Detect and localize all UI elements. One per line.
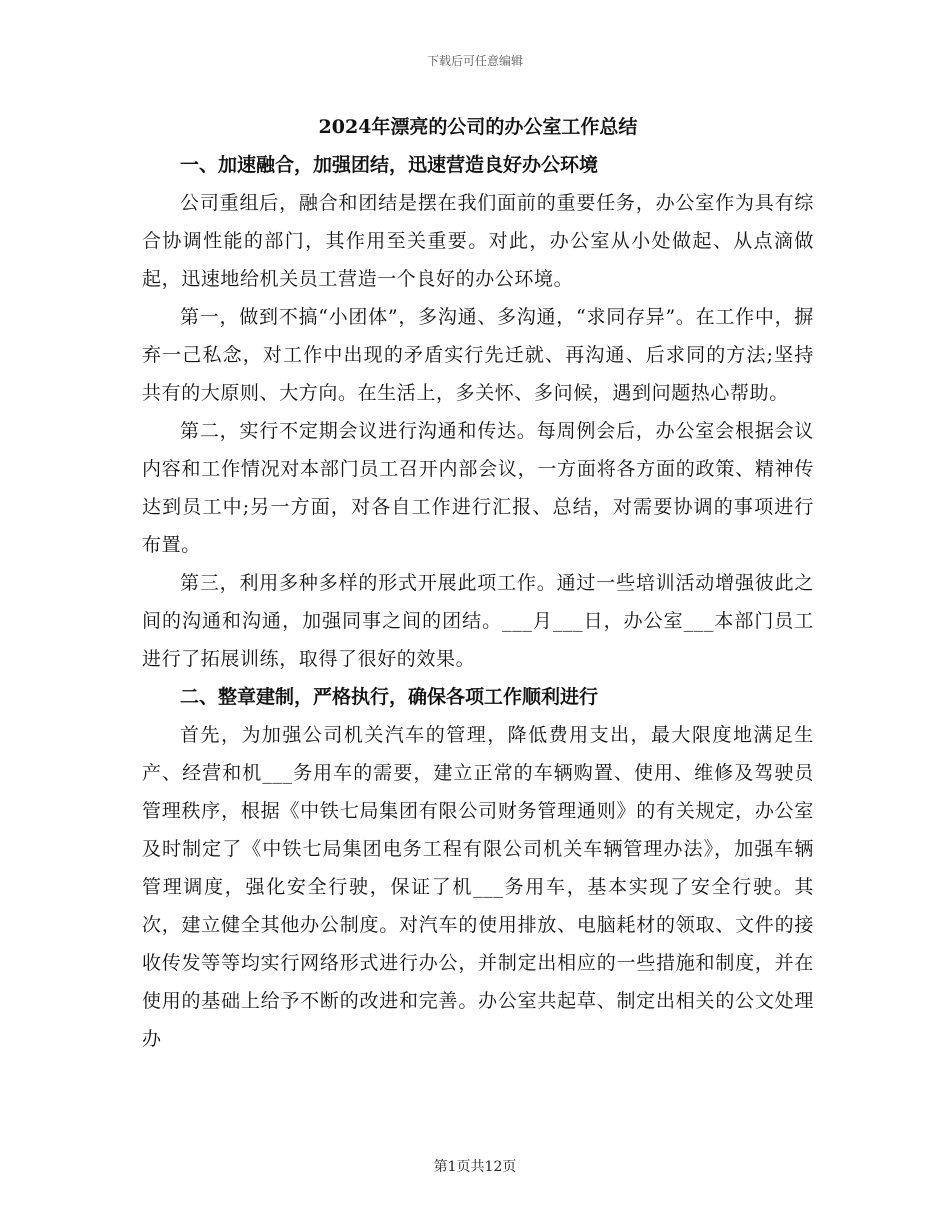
page-header-note: 下载后可任意编辑 [426, 54, 523, 68]
section-heading-1: 一、加速融合，加强团结，迅速营造良好办公环境 [180, 154, 599, 176]
paragraph: 第二，实行不定期会议进行沟通和传达。每周例会后，办公室会根据会议内容和工作情况对本部门员工召开内部会议，一方面将各方面的政策、精神传达到员工中;另一方面，对各自工作进行汇报、总结，对需要协调的事项进行布置。 [142, 420, 814, 556]
section-heading-2: 二、整章建制，严格执行，确保各项工作顺利进行 [180, 686, 599, 708]
paragraph: 公司重组后，融合和团结是摆在我们面前的重要任务，办公室作为具有综合协调性能的部门，其作用至关重要。对此，办公室从小处做起、从点滴做起，迅速地给机关员工营造一个良好的办公环境。 [142, 192, 814, 290]
document-title: 2024年漂亮的公司的办公室工作总结 [318, 116, 638, 138]
document-body [142, 108, 814, 1058]
paragraph: 第一，做到不搞“小团体”，多沟通、多沟通，“求同存异”。在工作中，摒弃一己私念，对工作中出现的矛盾实行先迁就、再沟通、后求同的方法;坚持共有的大原则、大方向。在生活上，多关怀、多问候，遇到问题热心帮助。 [142, 306, 814, 404]
paragraph: 首先，为加强公司机关汽车的管理，降低费用支出，最大限度地满足生产、经营和机___务用车的需要，建立正常的车辆购置、使用、维修及驾驶员管理秩序，根据《中铁七局集团有限公司财务管理通则》的有关规定，办公室及时制定了《中铁七局集团电务工程有限公司机关车辆管理办法》，加强车辆管理调度，强化安全行驶，保证了机___务用车，基本实现了安全行驶。其次，建立健全其他办公制度。对汽车的使用排放、电脑耗材的领取、文件的接收传发等等均实行网络形式进行办公，并制定出相应的一些措施和制度，并在使用的基础上给予不断的改进和完善。办公室共起草、制定出相关的公文处理办 [142, 724, 814, 1050]
page-number: 第1页共12页 [433, 1159, 517, 1175]
paragraph: 第三，利用多种多样的形式开展此项工作。通过一些培训活动增强彼此之间的沟通和沟通，加强同事之间的团结。___月___日，办公室___本部门员工进行了拓展训练，取得了很好的效果。 [142, 572, 814, 670]
